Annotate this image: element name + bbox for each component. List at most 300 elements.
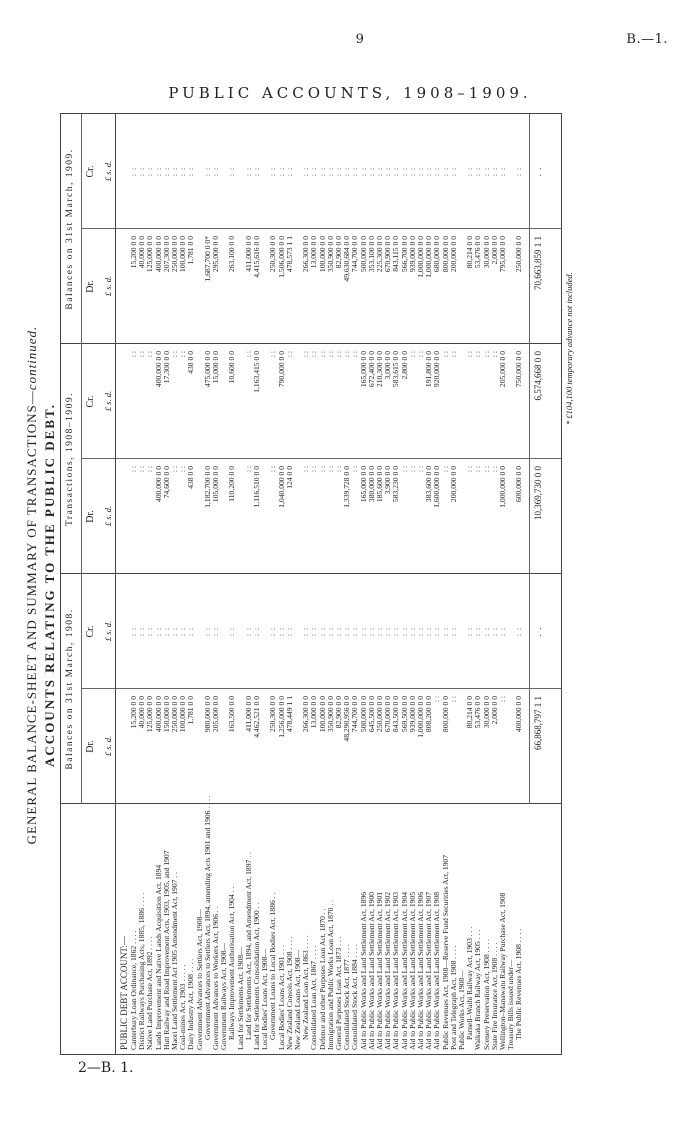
cell-dr09: 478,573 1 1	[284, 236, 294, 273]
section-label: PUBLIC DEBT ACCOUNT:—	[119, 936, 129, 1050]
cell-drT: 3,900 0 0	[383, 466, 393, 495]
cell-drT: : :	[334, 466, 343, 473]
cell-dr09: 411,000 0 0	[243, 236, 253, 272]
cell-dr08: 53,476 0 0	[473, 696, 483, 729]
cell-cr08: : :	[407, 626, 417, 637]
total-dr-1909: 70,663,859 1 1	[533, 236, 543, 290]
cell-cr09: : :	[227, 166, 237, 177]
cell-cr08: : :	[301, 626, 311, 637]
cell-drT: 1,339,728 0 0	[342, 466, 352, 508]
cell-cr08: : :	[202, 626, 212, 637]
row-label: Government Railways Act, 1908—	[219, 942, 229, 1050]
cell-dr09: 680,000 0 0	[432, 236, 442, 273]
cell-cr09: : :	[366, 166, 376, 177]
cell-cr08: : :	[514, 626, 524, 637]
row-label: Public Works Act, 1908—	[457, 970, 466, 1050]
row-label: Immigration and Public Works Loan Act, 1870 . .	[325, 899, 335, 1050]
total-dr-1908: 66,868,797 1 1	[533, 696, 543, 750]
cell-crT: : :	[481, 351, 491, 358]
cell-dr09: 2,000 0 0	[489, 236, 499, 265]
cell-crT: : :	[309, 351, 319, 358]
cell-cr09: : :	[170, 166, 179, 177]
row-label: Consolidated Loan Act, 1867 . . . .	[309, 945, 319, 1050]
cell-dr08: 800,000 0 0	[440, 696, 450, 733]
cell-crT: 2,800 0 0	[399, 351, 409, 380]
row-label: Treasury Bills issued under—	[506, 959, 516, 1050]
document-reference: B.—1.	[626, 32, 668, 47]
cell-dr08: 15,200 0 0	[129, 696, 138, 729]
cell-drT: : :	[301, 466, 311, 473]
page-title: PUBLIC ACCOUNTS, 1908–1909.	[168, 84, 532, 102]
cell-cr08: : :	[129, 626, 138, 637]
cell-cr08: : :	[432, 626, 442, 637]
cell-cr09: : :	[407, 166, 417, 177]
cell-drT: : :	[440, 466, 450, 473]
row-label: Aid to Public Works and Land Settlement Act, 1907	[424, 891, 434, 1050]
cell-drT: : :	[350, 466, 360, 473]
cell-dr08: 400,000 0 0	[514, 696, 524, 733]
cell-cr09: : :	[325, 166, 335, 177]
cell-cr09: : :	[383, 166, 393, 177]
cell-dr09: 670,900 0 0	[383, 236, 393, 273]
unit-cr-trans: £ s. d.	[103, 390, 113, 412]
cell-cr09: : :	[350, 166, 360, 177]
cell-dr09: 1,687,700 0 0*	[202, 236, 212, 282]
cell-dr08: : :	[498, 696, 507, 703]
cell-crT: 205,000 0 0	[498, 351, 507, 388]
cell-dr08: 250,300 0 0	[268, 696, 278, 733]
cell-cr09: : :	[129, 166, 138, 177]
cell-drT: : :	[178, 466, 188, 473]
row-label: Maori Land Settlement Act 1905 Amendment Act, 1907 . .	[170, 871, 179, 1050]
row-label: Railways Improvement Authorisation Act, 1904 . .	[227, 886, 237, 1040]
cell-cr08: : :	[317, 626, 327, 637]
row-label: Wellington–Manawatu Railway Purchase Act, 1908	[498, 892, 507, 1050]
cell-drT: 1,182,700 0 0	[202, 466, 212, 508]
cell-cr08: : :	[366, 626, 376, 637]
cell-dr08: 569,500 0 0	[399, 696, 409, 733]
cell-dr09: 15,200 0 0	[129, 236, 138, 269]
cell-dr09: 225,300 0 0	[375, 236, 384, 273]
row-label: Aid to Public Works and Land Settlement Act, 1900	[366, 891, 376, 1050]
cell-crT: : :	[407, 351, 417, 358]
cell-cr09: : :	[375, 166, 384, 177]
row-label: Aid to Public Works and Land Settlement Act, 1904	[399, 891, 409, 1050]
folio-mark: 2—B. 1.	[78, 1060, 134, 1076]
row-label: Scenery Preservation Act, 1908 . . . .	[481, 939, 491, 1050]
cell-cr09: : :	[342, 166, 352, 177]
cell-dr09: 40,000 0 0	[137, 236, 147, 269]
cell-drT: : :	[465, 466, 475, 473]
cell-cr09: : :	[440, 166, 450, 177]
cell-dr09: 250,000 0 0	[514, 236, 524, 273]
cell-crT: : :	[301, 351, 311, 358]
cell-crT: 475,000 0 0	[202, 351, 212, 388]
row-label: District Railways Purchasing Acts, 1885, 1886 . . . .	[137, 892, 147, 1050]
cell-cr08: : :	[489, 626, 499, 637]
cell-drT: 200,000 0 0	[448, 466, 458, 503]
row-label: Land for Settlements Act, 1908—	[235, 947, 245, 1050]
cell-crT: 15,000 0 0	[211, 351, 220, 384]
cell-cr09: : :	[391, 166, 401, 177]
cell-crT: : :	[317, 351, 327, 358]
row-label: Land for Settlements Act, 1894, and Amendment Act, 1897 . .	[243, 852, 253, 1040]
cell-drT: : :	[129, 466, 138, 473]
cell-dr08: 100,000 0 0	[317, 696, 327, 733]
row-label: Native Land Purchase Act, 1892 . . . .	[145, 936, 155, 1050]
cell-dr08: 939,000 0 0	[407, 696, 417, 733]
cell-drT: : :	[325, 466, 335, 473]
cell-drT: 124 0 0	[284, 466, 294, 489]
cell-drT: 110,200 0 0	[227, 466, 237, 502]
row-label: Government Loans to Local Bodies Act, 1886 . .	[268, 892, 278, 1040]
page-number: 9	[355, 32, 365, 47]
cell-dr08: 980,000 0 0	[202, 696, 212, 733]
cell-drT: : :	[473, 466, 483, 473]
row-label: Waikaka Branch Railway Act, 1905 . . .	[473, 929, 483, 1050]
cell-cr08: : :	[145, 626, 155, 637]
cell-dr09: 82,900 0 0	[334, 236, 343, 269]
cell-dr09: 53,476 0 0	[473, 236, 483, 269]
cell-cr08: : :	[448, 626, 458, 637]
cell-cr09: : :	[399, 166, 409, 177]
cell-dr09: 939,000 0 0	[407, 236, 417, 273]
cell-dr09: 13,000 0 0	[309, 236, 319, 269]
cell-crT: 17,300 0 0	[161, 351, 171, 384]
cell-dr09: 1,000,000 0 0	[424, 236, 434, 278]
row-label: New Zealand Consols Act, 1908 . . . .	[284, 936, 294, 1050]
cell-cr08: : :	[391, 626, 401, 637]
cell-crT: : :	[465, 351, 475, 358]
row-label: Hutt Railway and Road Improvement Acts, 1903, 1905, and 1907	[161, 850, 171, 1050]
total-cr-1909: . .	[533, 166, 543, 177]
cell-cr08: : :	[186, 626, 196, 637]
cell-cr08: : :	[383, 626, 393, 637]
cell-crT: 10,600 0 0	[227, 351, 237, 384]
cell-drT: : :	[407, 466, 417, 473]
cell-dr08: 30,000 0 0	[481, 696, 491, 729]
cell-drT: 1,600,000 0 0	[432, 466, 442, 508]
unit-dr-1909: £ s. d.	[103, 275, 113, 297]
cell-cr08: : :	[276, 626, 286, 637]
cell-dr09: 744,700 0 0	[350, 236, 360, 273]
cell-dr09: 353,100 0 0	[366, 236, 376, 273]
cell-dr08: 2,000 0 0	[489, 696, 499, 725]
cell-drT: 1,040,000 0 0	[276, 466, 286, 508]
cell-crT: : :	[325, 351, 335, 358]
cell-cr09: : :	[252, 166, 261, 177]
cell-cr08: : :	[252, 626, 261, 637]
cell-cr09: : :	[178, 166, 188, 177]
public-debt-table	[60, 113, 562, 1055]
cell-crT: : :	[350, 351, 360, 358]
cell-cr08: : :	[170, 626, 179, 637]
cell-cr08: : :	[358, 626, 368, 637]
cell-dr08: 843,500 0 0	[391, 696, 401, 733]
cell-drT: : :	[268, 466, 278, 473]
cell-dr09: 125,000 0 0	[145, 236, 155, 273]
cell-cr08: : :	[243, 626, 253, 637]
cell-dr09: 200,000 0 0	[448, 236, 458, 273]
row-label: Post and Telegraph Act, 1908 . . . .	[448, 945, 458, 1050]
cell-drT: : :	[145, 466, 155, 473]
cell-dr08: 350,900 0 0	[325, 696, 335, 733]
total-cr-trans: 6,574,668 0 0	[533, 351, 543, 401]
cell-dr08: 500,000 0 0	[358, 696, 368, 733]
cell-dr08: 205,000 0 0	[211, 696, 220, 733]
cell-drT: : :	[481, 466, 491, 473]
cell-dr09: 263,100 0 0	[227, 236, 237, 273]
cell-crT: 672,400 0 0	[366, 351, 376, 388]
cell-dr08: 808,200 0 0	[424, 696, 434, 733]
cell-cr09: : :	[202, 166, 212, 177]
cell-cr08: : :	[416, 626, 425, 637]
cell-crT: 790,000 0 0	[276, 351, 286, 388]
cell-dr09: 350,900 0 0	[325, 236, 335, 273]
cell-drT: : :	[399, 466, 409, 473]
cell-dr09: 1,781 0 0	[186, 236, 196, 265]
cell-dr08: 100,000 0 0	[178, 696, 188, 733]
row-label: Aid to Public Works and Land Settlement Act, 1902	[383, 891, 393, 1050]
cell-dr08: 250,000 0 0	[170, 696, 179, 733]
cell-drT: 1,000,000 0 0	[498, 466, 507, 508]
cell-cr09: : :	[334, 166, 343, 177]
col-dr-trans: Dr.	[85, 510, 96, 523]
cell-drT: : :	[243, 466, 253, 473]
cell-dr08: 150,000 0 0	[161, 696, 171, 733]
row-label: Land for Settlements Consolidation Act, 1900 . .	[252, 902, 261, 1050]
cell-crT: : :	[416, 351, 425, 358]
cell-crT: 583,615 0 0	[391, 351, 401, 388]
cell-cr09: : :	[481, 166, 491, 177]
cell-dr08: 411,000 0 0	[243, 696, 253, 732]
table-title	[24, 85, 40, 1085]
cell-cr09: : :	[301, 166, 311, 177]
row-label: Local Bodies' Loans Act, 1908—	[260, 948, 270, 1050]
table-title-main: GENERAL BALANCE-SHEET AND SUMMARY OF TRANSACTIONS—	[24, 390, 39, 845]
group-header-balances-1908: Balances on 31st March, 1908.	[65, 608, 75, 770]
cell-crT: : :	[268, 351, 278, 358]
row-label: Government Advances to Settlers Act, 1894, amending Acts 1901 and 1906 . . . .	[202, 795, 212, 1040]
row-label: General Purposes Loan Act, 1873 . . .	[334, 936, 343, 1050]
cell-cr08: : :	[268, 626, 278, 637]
row-label: The Public Revenues Act, 1908 . . . .	[514, 928, 524, 1040]
cell-dr08: 250,000 0 0	[375, 696, 384, 733]
cell-dr08: 400,000 0 0	[153, 696, 163, 733]
cell-cr08: : :	[498, 626, 507, 637]
cell-dr08: 125,000 0 0	[145, 696, 155, 733]
row-label: Aid to Public Works and Land Settlement Act, 1906	[416, 891, 425, 1050]
cell-dr09: 400,000 0 0	[153, 236, 163, 273]
cell-crT: : :	[129, 351, 138, 358]
cell-crT: : :	[334, 351, 343, 358]
cell-drT: : :	[137, 466, 147, 473]
cell-dr08: 48,290,956 0 0	[342, 696, 352, 742]
cell-cr08: : :	[399, 626, 409, 637]
cell-cr08: : :	[227, 626, 237, 637]
cell-cr09: : :	[416, 166, 425, 177]
cell-drT: : :	[416, 466, 425, 473]
row-label: Aid to Public Works and Land Settlement Act, 1903	[391, 891, 401, 1050]
cell-cr08: : :	[334, 626, 343, 637]
cell-dr08: : :	[448, 696, 458, 703]
row-label: Aid to Public Works and Land Settlement Act, 1908	[432, 891, 442, 1050]
cell-dr08: 13,000 0 0	[309, 696, 319, 729]
cell-crT: : :	[342, 351, 352, 358]
cell-dr08: 80,214 0 0	[465, 696, 475, 729]
row-label: Local Bodies' Loans Act, 1901 . . .	[276, 945, 286, 1050]
cell-crT: : :	[137, 351, 147, 358]
cell-drT: 380,000 0 0	[366, 466, 376, 503]
cell-dr09: 566,700 0 0	[399, 236, 409, 273]
cell-dr09: 4,415,616 0 0	[252, 236, 261, 278]
cell-cr09: : :	[448, 166, 458, 177]
unit-cr-1909: £ s. d.	[103, 160, 113, 182]
cell-cr08: : :	[284, 626, 294, 637]
cell-crT: : :	[145, 351, 155, 358]
row-label: Government Advances to Workers Act, 1906 . .	[211, 906, 220, 1050]
cell-cr09: : :	[153, 166, 163, 177]
cell-cr09: : :	[276, 166, 286, 177]
cell-crT: 3,000 0 0	[383, 351, 393, 380]
cell-dr08: 670,000 0 0	[383, 696, 393, 733]
cell-cr09: : :	[268, 166, 278, 177]
cell-crT: : :	[170, 351, 179, 358]
cell-dr09: 795,000 0 0	[498, 236, 507, 273]
cell-dr08: 1,256,000 0 0	[276, 696, 286, 738]
cell-drT: 600,000 0 0	[514, 466, 524, 503]
col-cr-1909: Cr.	[85, 165, 96, 178]
unit-cr-1908: £ s. d.	[103, 620, 113, 642]
cell-crT: : :	[473, 351, 483, 358]
cell-dr08: 478,449 1 1	[284, 696, 294, 733]
total-cr-1908: . .	[533, 626, 543, 637]
cell-crT: 438 0 0	[186, 351, 196, 374]
cell-cr08: : :	[161, 626, 171, 637]
cell-crT: 191,800 0 0	[424, 351, 434, 388]
cell-cr08: : :	[473, 626, 483, 637]
cell-dr09: 100,000 0 0	[317, 236, 327, 273]
cell-cr09: : :	[284, 166, 294, 177]
row-label: Aid to Public Works and Land Settlement Act, 1896	[358, 891, 368, 1050]
cell-dr09: 207,300 0 0	[161, 236, 171, 273]
cell-cr08: : :	[178, 626, 188, 637]
cell-cr09: : :	[498, 166, 507, 177]
row-label: Dairy Industry Act, 1908 . . . .	[186, 958, 196, 1050]
cell-cr09: : :	[489, 166, 499, 177]
row-label: Canterbury Loan Ordinance, 1862 . . . .	[129, 930, 138, 1050]
cell-crT: 400,000 0 0	[153, 351, 163, 388]
row-label: Aid to Public Works and Land Settlement Act, 1905	[407, 891, 417, 1050]
cell-cr09: : :	[186, 166, 196, 177]
cell-drT: 185,600 0 0	[375, 466, 384, 503]
cell-cr08: : :	[465, 626, 475, 637]
group-header-transactions: Transactions, 1908–1909.	[65, 391, 75, 527]
cell-crT: 1,163,415 0 0	[252, 351, 261, 393]
cell-cr08: : :	[325, 626, 335, 637]
row-label: Government Advances to Settlers Act, 1908—	[194, 909, 204, 1050]
cell-crT: 210,300 0 0	[375, 351, 384, 388]
cell-dr09: 100,000 0 0	[178, 236, 188, 273]
cell-crT: 920,000 0 0	[432, 351, 442, 388]
cell-cr08: : :	[440, 626, 450, 637]
cell-dr09: 49,630,684 0 0	[342, 236, 352, 282]
cell-cr08: : :	[481, 626, 491, 637]
unit-dr-1908: £ s. d.	[103, 735, 113, 757]
row-label: Lands Improvement and Native Lands Acquisition Act, 1894	[153, 864, 163, 1050]
cell-dr08: 40,000 0 0	[137, 696, 147, 729]
row-label: State Fire Insurance Act, 1908 . . . .	[489, 942, 499, 1050]
cell-dr09: 80,214 0 0	[465, 236, 475, 269]
cell-drT: 438 0 0	[186, 466, 196, 489]
row-label: Aid to Public Works and Land Settlement Act, 1901	[375, 891, 384, 1050]
cell-crT: : :	[489, 351, 499, 358]
cell-dr09: 843,115 0 0	[391, 236, 401, 272]
cell-drT: 105,000 0 0	[211, 466, 220, 503]
cell-cr08: : :	[424, 626, 434, 637]
col-dr-1908: Dr.	[85, 740, 96, 753]
col-dr-1909: Dr.	[85, 280, 96, 293]
footnote: * £104,100 temporary advance not included.	[564, 272, 574, 425]
cell-cr09: : :	[211, 166, 220, 177]
row-label: Public Revenues Act, 1908—Reserve Fund Securities Act, 1907	[440, 854, 450, 1050]
cell-cr09: : :	[137, 166, 147, 177]
cell-cr09: : :	[309, 166, 319, 177]
cell-dr09: 30,000 0 0	[481, 236, 491, 269]
cell-dr08: 1,000,000 0 0	[416, 696, 425, 738]
row-label: Consolidated Stock Act, 1884 . . . .	[350, 944, 360, 1050]
cell-cr09: : :	[145, 166, 155, 177]
cell-cr09: : :	[317, 166, 327, 177]
cell-drT: 74,600 0 0	[161, 466, 171, 499]
cell-dr09: 250,000 0 0	[170, 236, 179, 273]
cell-cr08: : :	[375, 626, 384, 637]
cell-dr08: 645,500 0 0	[366, 696, 376, 733]
cell-dr09: 1,506,000 0 0	[276, 236, 286, 278]
cell-drT: 583,230 0 0	[391, 466, 401, 503]
cell-drT: 383,600 0 0	[424, 466, 434, 503]
cell-dr09: 295,000 0 0	[211, 236, 220, 273]
cell-cr09: : :	[243, 166, 253, 177]
rotated-table-block	[20, 85, 590, 1085]
table-subtitle: ACCOUNTS RELATING TO THE PUBLIC DEBT.	[42, 403, 57, 767]
cell-drT: : :	[489, 466, 499, 473]
cell-drT: : :	[309, 466, 319, 473]
cell-drT: 400,000 0 0	[153, 466, 163, 503]
cell-dr09: 266,300 0 0	[301, 236, 311, 273]
row-label: New Zealand Loans Act, 1908—	[293, 949, 302, 1050]
cell-dr08: 163,500 0 0	[227, 696, 237, 733]
cell-dr08: 1,781 0 0	[186, 696, 196, 725]
cell-dr09: 250,300 0 0	[268, 236, 278, 273]
cell-crT: : :	[243, 351, 253, 358]
cell-dr08: 82,900 0 0	[334, 696, 343, 729]
cell-cr08: : :	[137, 626, 147, 637]
cell-cr09: : :	[465, 166, 475, 177]
cell-dr08: : :	[432, 696, 442, 703]
cell-cr08: : :	[211, 626, 220, 637]
row-label: Defence and other Purposes Loan Act, 1870 . .	[317, 908, 327, 1050]
cell-cr09: : :	[514, 166, 524, 177]
cell-cr09: : :	[424, 166, 434, 177]
cell-crT: 750,000 0 0	[514, 351, 524, 388]
cell-dr09: 800,000 0 0	[440, 236, 450, 273]
cell-cr08: : :	[309, 626, 319, 637]
row-label: Coal-mines Act, 1903 . . . . .	[178, 964, 188, 1050]
row-label: Parnell–Waihi Railway Act, 1903 . . .	[465, 926, 475, 1040]
cell-cr09: : :	[358, 166, 368, 177]
cell-cr09: : :	[432, 166, 442, 177]
